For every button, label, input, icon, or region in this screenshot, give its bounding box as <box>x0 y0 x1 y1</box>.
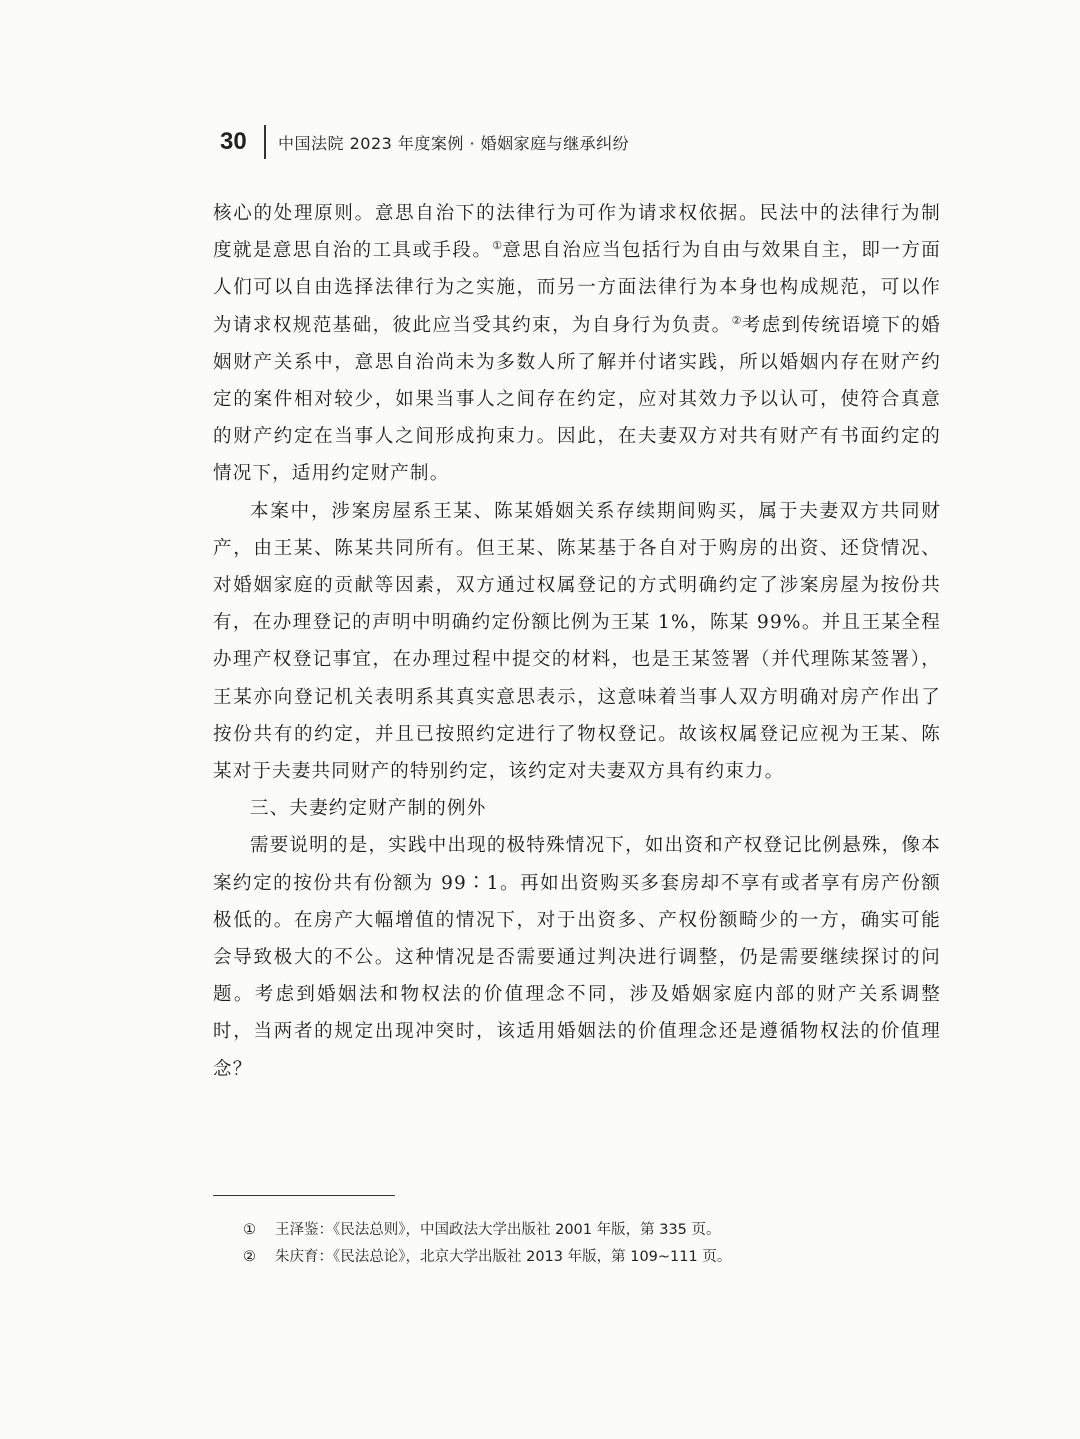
paragraph-1-part-b: 意思自治应当包括行为自由与效果自主，即一方面人们可以自由选择法律行为之实施，而另一方面法律行为本身也构成规范，可以作为请求权规范基础，彼此应当受其约束，为自身行为负责。 <box>213 240 941 336</box>
body-text <box>213 195 941 1088</box>
header-divider <box>264 125 266 159</box>
footnote-ref-2: ② <box>731 313 742 327</box>
paragraph-1 <box>213 195 941 493</box>
paragraph-1-part-c: 考虑到传统语境下的婚姻财产关系中，意思自治尚未为多数人所了解并付诸实践，所以婚姻内存在财产约定的案件相对较少，如果当事人之间存在约定，应对其效力予以认可，使符合真意的财产约定在当事人之间形成拘束力。因此，在夫妻双方对共有财产有书面约定的情况下，适用约定财产制。 <box>213 314 941 485</box>
footnote-item <box>243 1217 943 1244</box>
footnote-mark: ① <box>243 1222 256 1238</box>
footnote-ref-1: ① <box>492 239 503 253</box>
footnote-mark: ② <box>243 1249 256 1265</box>
footnote-divider <box>213 1195 395 1196</box>
page-number: 30 <box>220 128 247 155</box>
paragraph-2: 本案中，涉案房屋系王某、陈某婚姻关系存续期间购买，属于夫妻双方共同财产，由王某、陈某共同所有。但王某、陈某基于各自对于购房的出资、还贷情况、对婚姻家庭的贡献等因素，双方通过权属登记的方式明确约定了涉案房屋为按份共有，在办理登记的声明中明确约定份额比例为王某 1%，陈某 99%。并且王某全程办理产权登记事宜，在办理过程中提交的材料，也是王某签署（并代理陈某签署），王某亦向登记机关表明系其真实意思表示，这意味着当事人双方明确对房产作出了按份共有的约定，并且已按照约定进行了物权登记。故该权属登记应视为王某、陈某对于夫妻共同财产的特别约定，该约定对夫妻双方具有约束力。 <box>213 500 941 783</box>
paragraph-3: 需要说明的是，实践中出现的极特殊情况下，如出资和产权登记比例悬殊，像本案约定的按份共有份额为 99∶1。再如出资购买多套房却不享有或者享有房产份额极低的。在房产大幅增值的情况下，对于出资多、产权份额畸少的一方，确实可能会导致极大的不公。这种情况是否需要通过判决进行调整，仍是需要继续探讨的问题。考虑到婚姻法和物权法的价值理念不同，涉及婚姻家庭内部的财产关系调整时，当两者的规定出现冲突时，该适用婚姻法的价值理念还是遵循物权法的价值理念？ <box>213 835 941 1080</box>
running-head <box>220 122 629 162</box>
footnote-text: 王泽鉴：《民法总则》，中国政法大学出版社 2001 年版，第 335 页。 <box>275 1222 721 1238</box>
paragraph-1-part-a: 核心的处理原则。意思自治下的法律行为可作为请求权依据。民法中的法律行为制度就是意思自治的工具或手段。 <box>213 203 941 262</box>
section-heading: 三、夫妻约定财产制的例外 <box>250 798 487 820</box>
footnotes <box>243 1217 943 1271</box>
book-title: 中国法院 2023 年度案例 · 婚姻家庭与继承纠纷 <box>278 133 630 153</box>
footnote-item <box>243 1244 943 1271</box>
footnote-text: 朱庆育：《民法总论》，北京大学出版社 2013 年版，第 109~111 页。 <box>275 1249 732 1265</box>
